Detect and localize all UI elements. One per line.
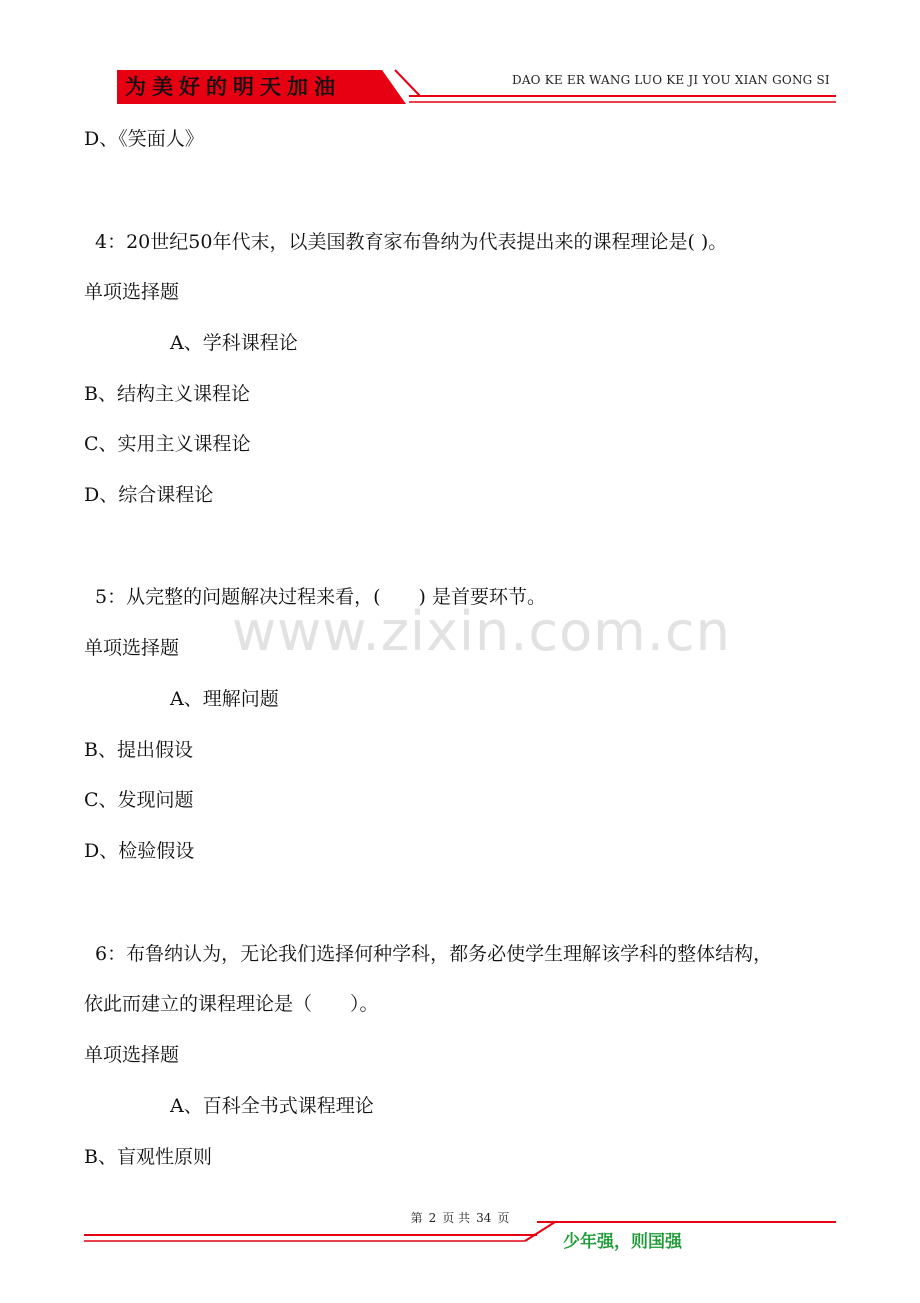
footer-slash: [525, 1222, 555, 1241]
question-6-stem-line-1: 6：布鲁纳认为，无论我们选择何种学科，都务必使学生理解该学科的整体结构，: [95, 943, 773, 965]
prev-option-d: D、《笑面人》: [84, 128, 204, 150]
page-mid: 页 共: [442, 1211, 471, 1225]
question-5-option-d: D、检验假设: [84, 840, 195, 862]
question-5-option-c: C、发现问题: [84, 789, 194, 811]
page-current: 2: [428, 1211, 437, 1225]
footer-slogan: 少年强，则国强: [563, 1232, 682, 1252]
page-prefix: 第: [410, 1211, 423, 1225]
question-4-option-d: D、综合课程论: [84, 484, 214, 506]
question-4-type: 单项选择题: [84, 281, 180, 303]
question-4-option-a: A、学科课程论: [170, 332, 298, 354]
question-4-option-b: B、结构主义课程论: [84, 383, 250, 405]
watermark: www.zixin.com.cn: [232, 600, 731, 663]
question-4-stem: 4：20世纪50年代末，以美国教育家布鲁纳为代表提出来的课程理论是( )。: [95, 231, 728, 253]
question-5-type: 单项选择题: [84, 637, 180, 659]
page-total: 34: [476, 1211, 492, 1225]
question-5-option-a: A、理解问题: [170, 688, 279, 710]
question-6-stem-line-2: 依此而建立的课程理论是（ ）。: [84, 993, 379, 1015]
question-4-option-c: C、实用主义课程论: [84, 433, 251, 455]
question-6-option-b: B、盲观性原则: [84, 1146, 212, 1168]
page-suffix: 页: [497, 1211, 510, 1225]
question-5-stem: 5：从完整的问题解决过程来看，( ) 是首要环节。: [95, 586, 546, 608]
question-6-option-a: A、百科全书式课程理论: [170, 1095, 374, 1117]
question-5-option-b: B、提出假设: [84, 739, 193, 761]
banner-slogan: 为美好的明天加油: [125, 75, 341, 99]
company-name: DAO KE ER WANG LUO KE JI YOU XIAN GONG SI: [512, 73, 830, 87]
question-6-type: 单项选择题: [84, 1044, 180, 1066]
